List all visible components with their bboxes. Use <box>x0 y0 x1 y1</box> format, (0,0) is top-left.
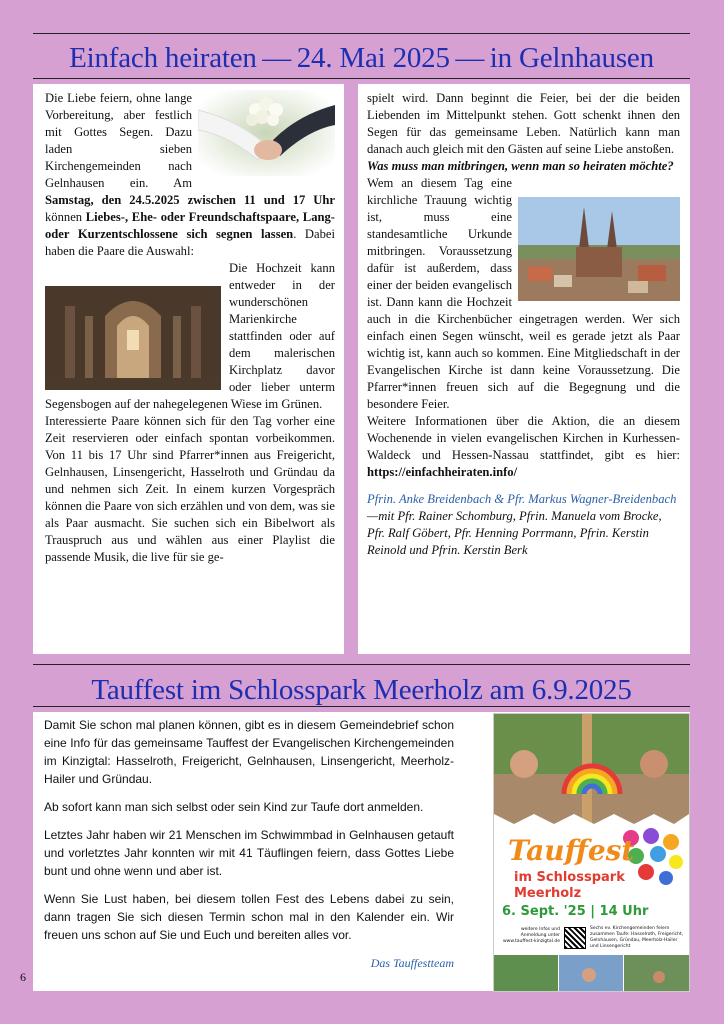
requirements-text: Wem an diesem Tag eine kirchliche Trauung wichtig ist, muss eine standesamtliche Urkunde mitbringen. Voraussetzung dafür ist außerdem, dass einer der beiden evangelisch ist. Dann kann die Hochzeit auch in die Kirchenbücher eingetragen werden. Wer sich einfach einen Segen wünscht, weil es gerade jetzt als Paar wichtig ist, kann auch so kommen. Eine Mitgliedschaft in der Evangelischen Kirche ist dann keine Voraussetzung. Die Pfarrer*innen freuen sich auf die Begegnung und die besondere Feier. <box>367 176 680 411</box>
top-rule <box>33 33 690 34</box>
wedding-hands-image <box>198 90 335 176</box>
reservation-text: Interessierte Paare können sich für den Tag vorher eine Zeit reservieren oder einfach spontan vorbeikommen. Von 11 bis 17 Uhr sind Pfarrer*innen aus Freigericht, Gelnhausen, Linsengericht, Hasselroth und Gründau da und nehmen sich Zeit. In einem kurzen Vorgespräch können die Paare von sich erzählen und von dem, was sie als Paar ausmacht. Sie suchen sich ein Bibelwort als Trauspruch aus und wählen aus einer Playlist die passende Musik, die live für sie ge- <box>45 414 335 564</box>
poster-bottom-photos <box>494 955 689 991</box>
section2-top-rule <box>33 664 690 665</box>
page-number: 6 <box>20 970 26 984</box>
ceremony-text: spielt wird. Dann beginnt die Feier, bei der die beiden Liebenden im Mittelpunkt stehen. Gott schenkt ihnen den Segen für das gemeinsame Leben. Natürlich kann man danach auch gleich mit den Gästen auf seine Liebe anstoßen. <box>367 91 680 156</box>
poster-location: Meerholz <box>514 886 582 901</box>
poster-photo-image <box>494 714 689 824</box>
section-title-tauffest: Tauffest im Schlosspark Meerholz am 6.9.2025 <box>91 674 632 706</box>
section-title-einfach-heiraten: Einfach heiraten — 24. Mai 2025 — in Gelnhausen <box>69 42 654 74</box>
column-1-text <box>45 90 335 566</box>
tauffest-paragraph: Wenn Sie Lust haben, bei diesem tollen Fest des Lebens dabei zu sein, dann tragen Sie sich diesen Termin schon mal in den Kalender ein. Wir freuen uns schon auf Sie und Euch und bereiten alles vor. <box>44 892 454 942</box>
church-interior-image <box>45 286 221 390</box>
wedding-location-text: Die Hochzeit kann entweder in der wunderschönen Marienkirche stattfinden oder auf dem malerischen Kirchplatz davor oder lieber unterm Segensbogen auf der nahegelegenen Wiese im Grünen. <box>45 261 335 411</box>
gelnhausen-town-photo <box>518 197 680 301</box>
tauffest-text <box>44 716 454 982</box>
poster-subtitle: im Schlosspark <box>514 870 625 885</box>
section2-title-rule <box>33 706 690 707</box>
info-link[interactable]: https://einfachheiraten.info/ <box>367 465 518 479</box>
column-2-text <box>367 90 680 559</box>
question-heading: Was muss man mitbringen, wenn man so heiraten möchte? <box>367 159 674 173</box>
wedding-hands-photo <box>198 90 335 176</box>
poster-title: Tauffest <box>508 834 635 867</box>
pastor-names: —mit Pfr. Rainer Schomburg, Pfrin. Manuela vom Brocke, Pfr. Ralf Göbert, Pfr. Henning Porrmann, Pfrin. Kerstin Reinold und Pfrin. Kerstin Berk <box>367 509 662 557</box>
intro-text-mid: können <box>45 210 86 224</box>
poster-info-right: Sechs ev. Kirchengemeinden feiern zusammen Taufe: Hasselroth, Freigericht, Gelnhausen, Gründau, Meerholz-Hailer und Linsengericht <box>590 926 684 949</box>
church-interior-photo <box>45 286 221 390</box>
tauffest-paragraph: Letztes Jahr haben wir 21 Menschen im Schwimmbad in Gelnhausen getauft und vorletztes Jahr konnten wir mit 41 Täuflingen feiern, dass Gottes Liebe bunt und ohne wenn und aber ist. <box>44 828 454 878</box>
pastor-names-highlight: Pfrin. Anke Breidenbach & Pfr. Markus Wagner-Breidenbach <box>367 492 677 506</box>
tauffest-paragraph: Damit Sie schon mal planen können, gibt es in diesem Gemeindebrief schon eine Info für das gemeinsame Tauffest der Evangelischen Kirchengemeinden im Kinzigtal: Hasselroth, Freigericht, Gelnhausen, Linsengericht, Meerholz-Hailer und Gründau. <box>44 718 454 786</box>
intro-text: Die Liebe feiern, ohne lange Vorbereitung, aber festlich mit Gottes Segen. Dazu laden sieben Kirchengemeinden nach Gelnhausen ein. Am <box>45 91 192 190</box>
couples-highlight: Liebes-, Ehe- oder Freundschaftspaare, Lang- oder Kurzentschlossene sich segnen lassen <box>45 210 335 241</box>
more-info-text: Weitere Informationen über die Aktion, die an diesem Wochenende in vielen evangelischen Kirchen in Kurhessen-Waldeck und Hessen-Nassau stattfindet, gibt es hier: <box>367 414 680 462</box>
date-highlight: Samstag, den 24.5.2025 zwischen 11 und 17 Uhr <box>45 193 335 207</box>
gelnhausen-town-image <box>518 197 680 301</box>
title-rule <box>33 78 690 79</box>
tauffest-paragraph: Ab sofort kann man sich selbst oder sein Kind zur Taufe dort anmelden. <box>44 800 424 814</box>
qr-code-icon <box>564 927 586 949</box>
tauffest-poster <box>493 713 690 992</box>
tauffest-signature: Das Tauffestteam <box>370 956 454 970</box>
poster-date: 6. Sept. '25 | 14 Uhr <box>502 904 649 919</box>
intro-text-end: . Dabei haben die Paare die Auswahl: <box>45 227 335 258</box>
poster-info-left: weitere Infos und Anmeldung unter www.tauffest-kinzigtal.de <box>502 927 560 944</box>
